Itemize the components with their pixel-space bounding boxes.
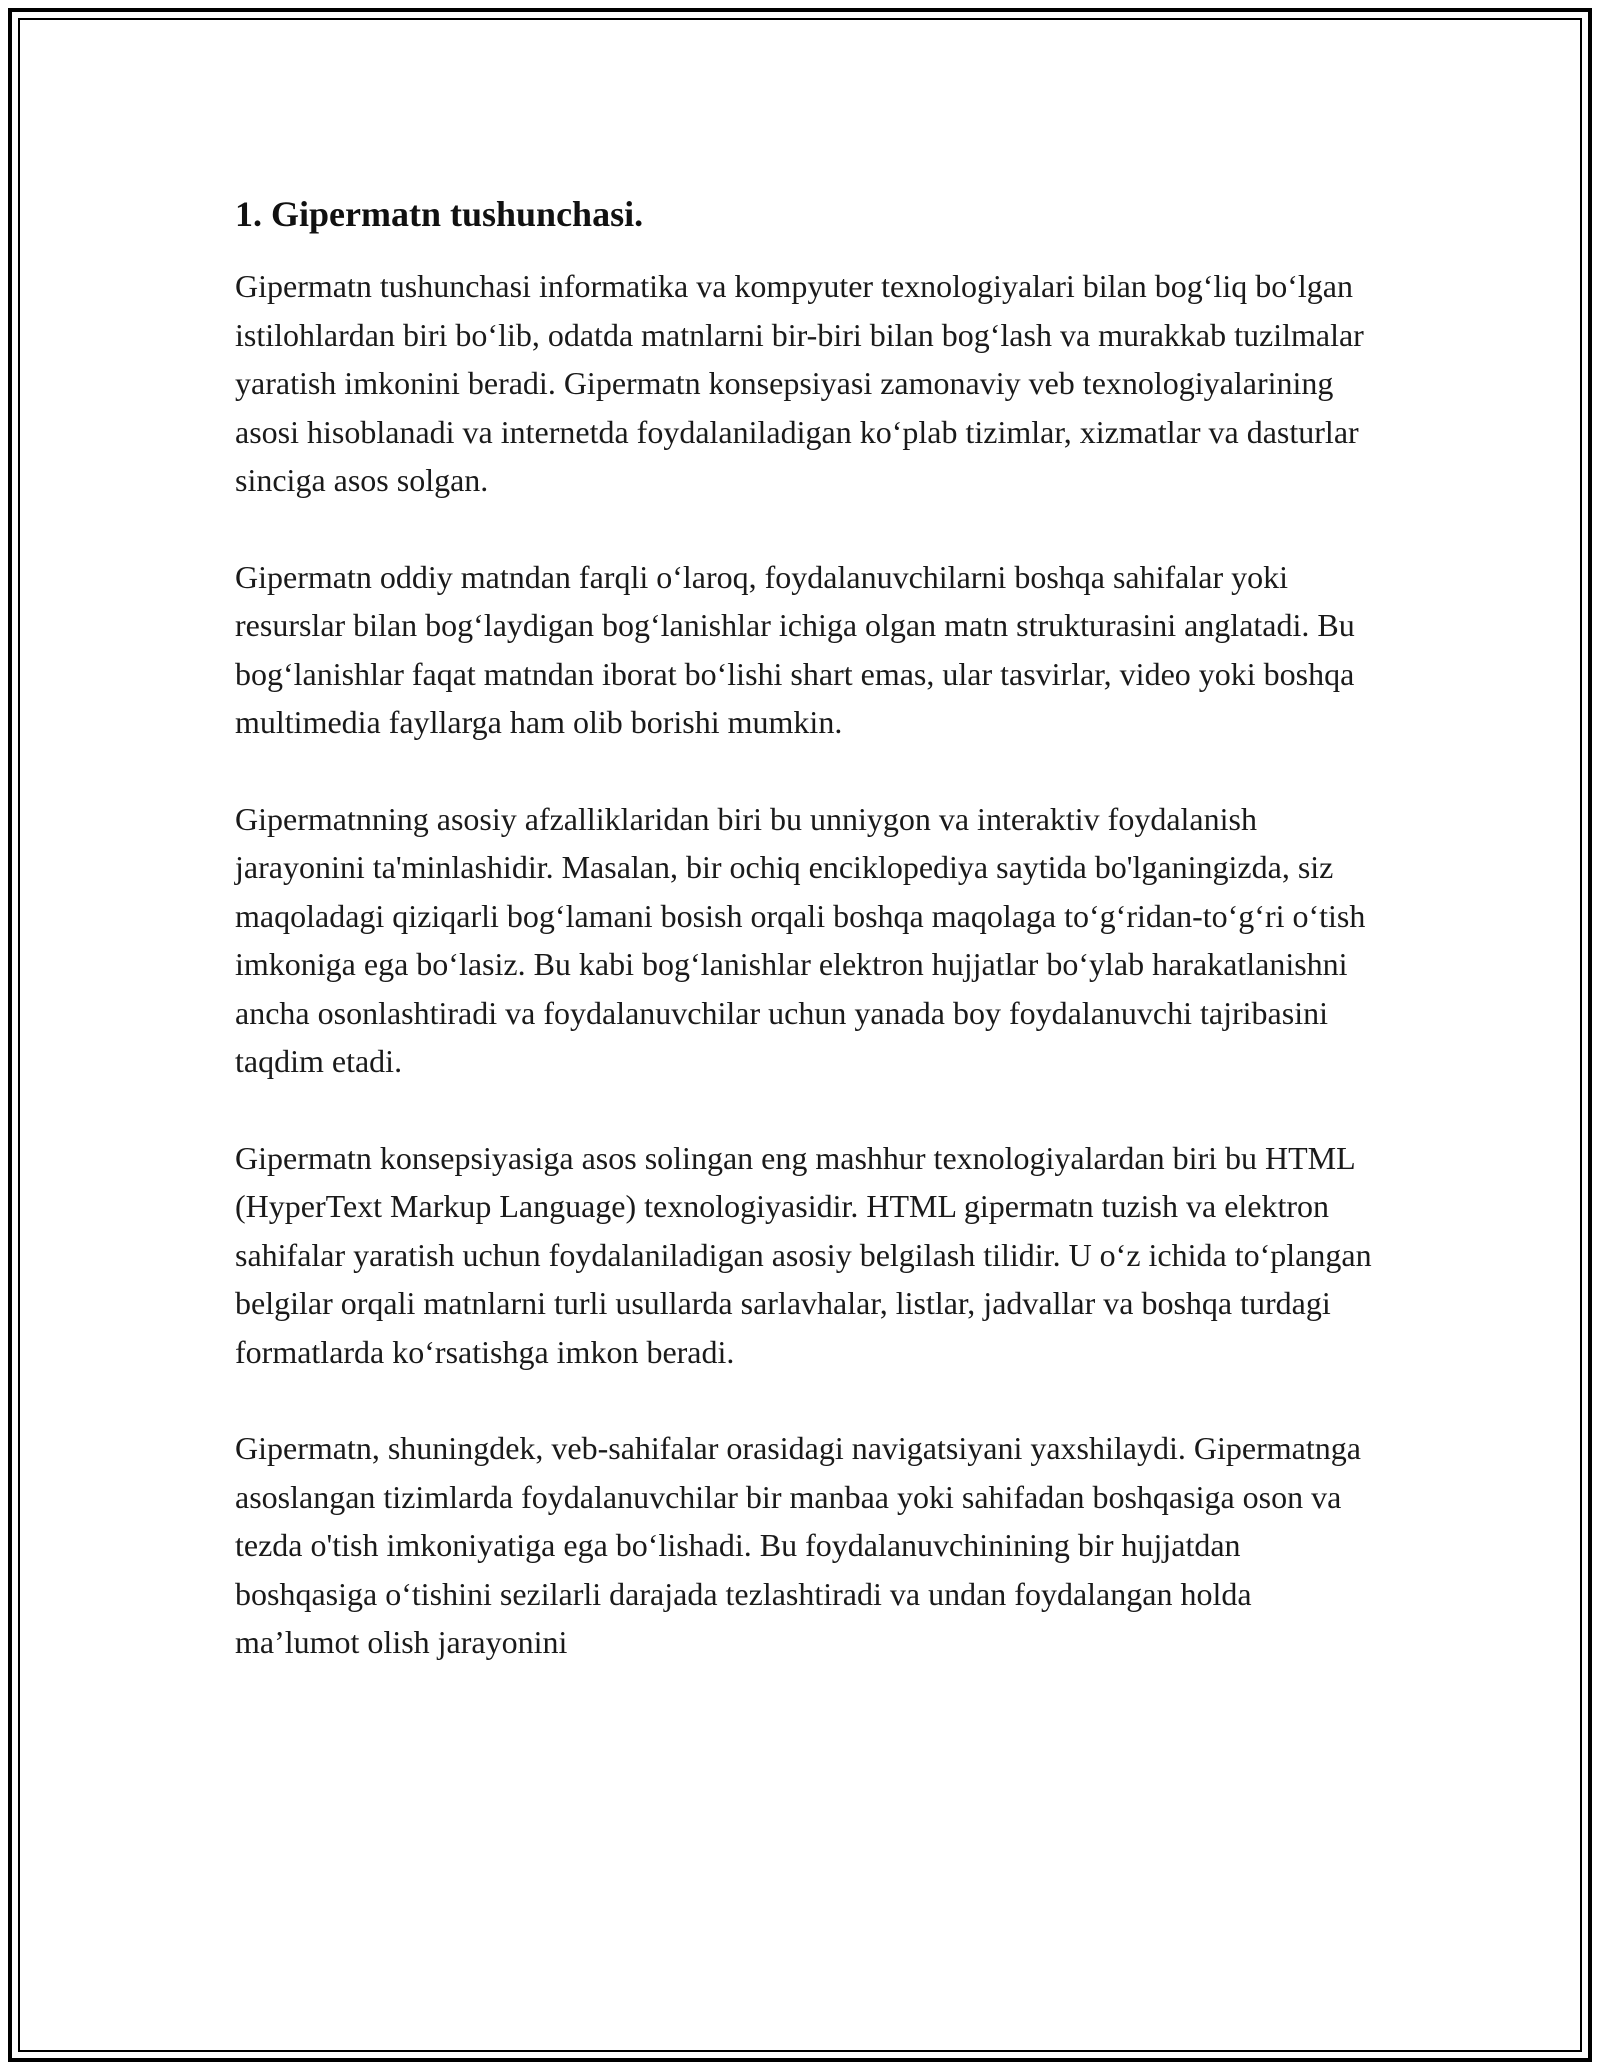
paragraph-1: Gipermatn tushunchasi informatika va kompyuter texnologiyalari bilan bog‘liq bo‘lgan istilohlardan biri bo‘lib, odatda matnlarni bir-biri bilan bog‘lash va murakkab tuzilmalar yaratish imkonini beradi. Gipermatn konsepsiyasi zamonaviy veb texnologiyalarining asosi hisoblanadi va internetda foydalaniladigan ko‘plab tizimlar, xizmatlar va dasturlar sinciga asos solgan. [235,268,1364,498]
document-body [235,186,1375,1715]
paragraph-3: Gipermatnning asosiy afzalliklaridan biri bu unniygon va interaktiv foydalanish jarayonini ta'minlashidir. Masalan, bir ochiq enciklopediya saytida bo'lganingizda, siz maqoladagi qiziqarli bog‘lamani bosish orqali boshqa maqolaga to‘g‘ridan-to‘g‘ri o‘tish imkoniga ega bo‘lasiz. Bu kabi bog‘lanishlar elektron hujjatlar bo‘ylab harakatlanishni ancha osonlashtiradi va foydalanuvchilar uchun yanada boy foydalanuvchi tajribasini taqdim etadi. [235,800,1366,1079]
paragraph-4: Gipermatn konsepsiyasiga asos solingan eng mashhur texnologiyalardan biri bu HTML (HyperText Markup Language) texnologiyasidir. HTML gipermatn tuzish va elektron sahifalar yaratish uchun foydalaniladigan asosiy belgilash tilidir. U o‘z ichida to‘plangan belgilar orqali matnlarni turli usullarda sarlavhalar, listlar, jadvallar va boshqa turdagi formatlarda ko‘rsatishga imkon beradi. [235,1139,1372,1370]
paragraph-2: Gipermatn oddiy matndan farqli o‘laroq, foydalanuvchilarni boshqa sahifalar yoki resurslar bilan bog‘laydigan bog‘lanishlar ichiga olgan matn strukturasini anglatadi. Bu bog‘lanishlar faqat matndan iborat bo‘lishi shart emas, ular tasvirlar, video yoki boshqa multimedia fayllarga ham olib borishi mumkin. [235,558,1355,740]
section-heading: 1. Gipermatn tushunchasi. [235,194,644,234]
paragraph-5: Gipermatn, shuningdek, veb-sahifalar orasidagi navigatsiyani yaxshilaydi. Gipermatnga asoslangan tizimlarda foydalanuvchilar bir manbaa yoki sahifadan boshqasiga oson va tezda o'tish imkoniyatiga ega bo‘lishadi. Bu foydalanuvchinining bir hujjatdan boshqasiga o‘tishini sezilarli darajada tezlashtiradi va undan foydalangan holda ma’lumot olish jarayonini [235,1430,1361,1660]
